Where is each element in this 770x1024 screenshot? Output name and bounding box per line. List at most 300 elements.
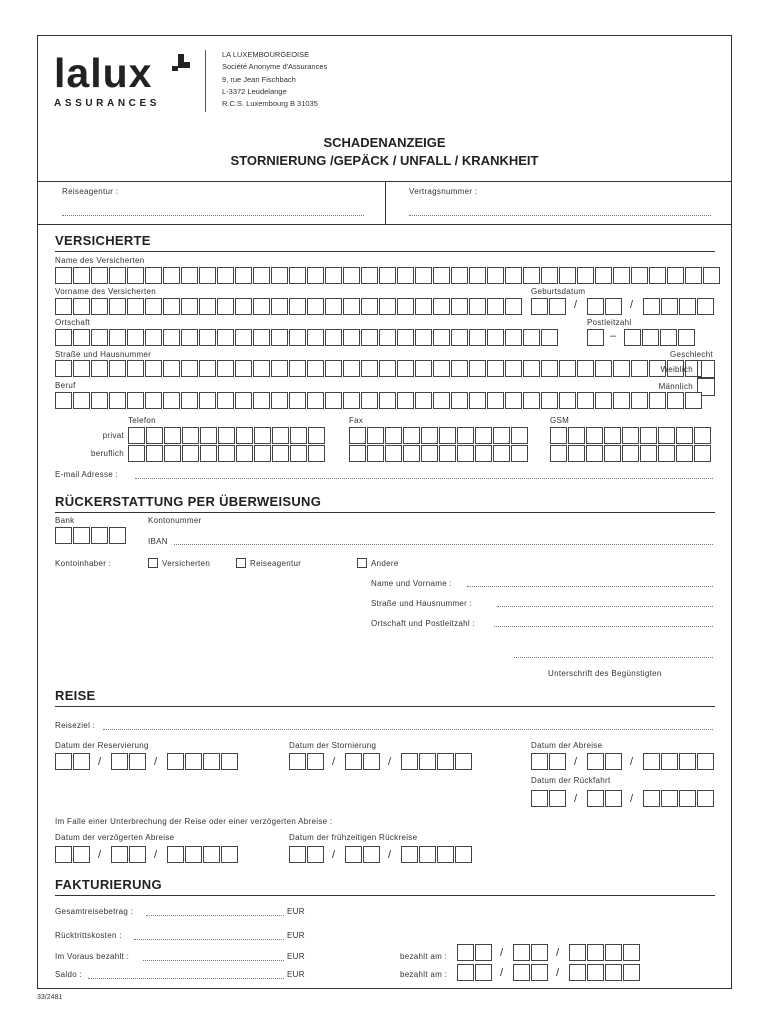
holder-agency-checkbox[interactable] — [236, 558, 246, 568]
holder-other-checkbox[interactable] — [357, 558, 367, 568]
char-box[interactable] — [568, 427, 585, 444]
booking-day[interactable] — [55, 753, 91, 770]
char-box[interactable] — [595, 267, 612, 284]
char-box[interactable] — [595, 360, 612, 377]
char-box[interactable] — [73, 329, 90, 346]
char-box[interactable] — [379, 360, 396, 377]
char-box[interactable] — [679, 298, 696, 315]
char-box[interactable] — [511, 427, 528, 444]
char-box[interactable] — [605, 753, 622, 770]
char-box[interactable] — [451, 392, 468, 409]
char-box[interactable] — [271, 267, 288, 284]
return-month[interactable] — [587, 790, 623, 807]
char-box[interactable] — [367, 445, 384, 462]
cancel-year[interactable] — [401, 753, 473, 770]
char-box[interactable] — [667, 392, 684, 409]
char-box[interactable] — [469, 267, 486, 284]
char-box[interactable] — [361, 267, 378, 284]
char-box[interactable] — [145, 392, 162, 409]
char-box[interactable] — [587, 964, 604, 981]
char-box[interactable] — [182, 445, 199, 462]
char-box[interactable] — [325, 267, 342, 284]
char-box[interactable] — [163, 329, 180, 346]
char-box[interactable] — [587, 944, 604, 961]
char-box[interactable] — [145, 267, 162, 284]
char-box[interactable] — [200, 427, 217, 444]
char-box[interactable] — [541, 392, 558, 409]
char-box[interactable] — [415, 329, 432, 346]
char-box[interactable] — [307, 360, 324, 377]
total-field[interactable] — [146, 915, 284, 916]
char-box[interactable] — [697, 753, 714, 770]
char-box[interactable] — [455, 753, 472, 770]
char-box[interactable] — [415, 360, 432, 377]
char-box[interactable] — [199, 267, 216, 284]
char-box[interactable] — [307, 753, 324, 770]
char-box[interactable] — [587, 790, 604, 807]
char-box[interactable] — [531, 298, 548, 315]
char-box[interactable] — [235, 392, 252, 409]
char-box[interactable] — [493, 445, 510, 462]
char-box[interactable] — [421, 427, 438, 444]
char-box[interactable] — [415, 267, 432, 284]
char-box[interactable] — [469, 360, 486, 377]
char-box[interactable] — [531, 753, 548, 770]
char-box[interactable] — [185, 846, 202, 863]
char-box[interactable] — [658, 427, 675, 444]
char-box[interactable] — [643, 298, 660, 315]
char-box[interactable] — [127, 267, 144, 284]
char-box[interactable] — [199, 392, 216, 409]
char-box[interactable] — [577, 392, 594, 409]
char-box[interactable] — [469, 329, 486, 346]
char-box[interactable] — [127, 392, 144, 409]
booking-month[interactable] — [111, 753, 147, 770]
char-box[interactable] — [397, 329, 414, 346]
char-box[interactable] — [433, 360, 450, 377]
char-box[interactable] — [487, 267, 504, 284]
char-box[interactable] — [91, 360, 108, 377]
char-box[interactable] — [221, 753, 238, 770]
char-box[interactable] — [487, 360, 504, 377]
char-box[interactable] — [403, 427, 420, 444]
char-box[interactable] — [129, 846, 146, 863]
char-box[interactable] — [397, 360, 414, 377]
char-box[interactable] — [587, 298, 604, 315]
char-box[interactable] — [145, 360, 162, 377]
char-box[interactable] — [678, 329, 695, 346]
char-box[interactable] — [604, 445, 621, 462]
char-box[interactable] — [549, 790, 566, 807]
char-box[interactable] — [254, 445, 271, 462]
birth-day[interactable] — [531, 298, 567, 315]
char-box[interactable] — [549, 298, 566, 315]
booking-year[interactable] — [167, 753, 239, 770]
char-box[interactable] — [127, 298, 144, 315]
char-box[interactable] — [437, 846, 454, 863]
char-box[interactable] — [181, 329, 198, 346]
char-box[interactable] — [679, 790, 696, 807]
char-box[interactable] — [289, 846, 306, 863]
balance-month[interactable] — [513, 964, 549, 981]
char-box[interactable] — [253, 392, 270, 409]
char-box[interactable] — [343, 392, 360, 409]
char-box[interactable] — [73, 527, 90, 544]
char-box[interactable] — [55, 392, 72, 409]
char-box[interactable] — [235, 298, 252, 315]
char-box[interactable] — [505, 360, 522, 377]
prepaid-year[interactable] — [569, 944, 641, 961]
char-box[interactable] — [55, 753, 72, 770]
char-box[interactable] — [203, 846, 220, 863]
char-box[interactable] — [199, 298, 216, 315]
departure-day[interactable] — [531, 753, 567, 770]
char-box[interactable] — [401, 753, 418, 770]
char-box[interactable] — [289, 329, 306, 346]
char-box[interactable] — [469, 298, 486, 315]
char-box[interactable] — [451, 267, 468, 284]
char-box[interactable] — [109, 298, 126, 315]
char-box[interactable] — [163, 267, 180, 284]
char-box[interactable] — [363, 753, 380, 770]
char-box[interactable] — [218, 445, 235, 462]
prepaid-month[interactable] — [513, 944, 549, 961]
char-box[interactable] — [697, 790, 714, 807]
female-checkbox[interactable] — [697, 360, 715, 378]
char-box[interactable] — [253, 298, 270, 315]
char-box[interactable] — [217, 267, 234, 284]
char-box[interactable] — [457, 427, 474, 444]
char-box[interactable] — [505, 267, 522, 284]
char-box[interactable] — [146, 427, 163, 444]
char-box[interactable] — [349, 445, 366, 462]
char-box[interactable] — [91, 527, 108, 544]
fax-private-field[interactable] — [349, 427, 529, 444]
char-box[interactable] — [235, 329, 252, 346]
char-box[interactable] — [73, 392, 90, 409]
delayed-day[interactable] — [55, 846, 91, 863]
char-box[interactable] — [457, 445, 474, 462]
char-box[interactable] — [109, 392, 126, 409]
char-box[interactable] — [167, 753, 184, 770]
char-box[interactable] — [685, 392, 702, 409]
char-box[interactable] — [559, 360, 576, 377]
char-box[interactable] — [217, 329, 234, 346]
char-box[interactable] — [289, 392, 306, 409]
char-box[interactable] — [236, 445, 253, 462]
city-field[interactable] — [55, 329, 559, 346]
char-box[interactable] — [649, 392, 666, 409]
email-field[interactable] — [135, 478, 713, 479]
char-box[interactable] — [505, 329, 522, 346]
char-box[interactable] — [254, 427, 271, 444]
char-box[interactable] — [661, 298, 678, 315]
char-box[interactable] — [457, 964, 474, 981]
char-box[interactable] — [577, 360, 594, 377]
char-box[interactable] — [91, 392, 108, 409]
char-box[interactable] — [697, 298, 714, 315]
early-return-month[interactable] — [345, 846, 381, 863]
birth-year[interactable] — [643, 298, 715, 315]
char-box[interactable] — [658, 445, 675, 462]
char-box[interactable] — [421, 445, 438, 462]
char-box[interactable] — [91, 329, 108, 346]
char-box[interactable] — [55, 527, 72, 544]
char-box[interactable] — [289, 753, 306, 770]
char-box[interactable] — [91, 298, 108, 315]
char-box[interactable] — [403, 445, 420, 462]
char-box[interactable] — [272, 445, 289, 462]
char-box[interactable] — [549, 753, 566, 770]
char-box[interactable] — [199, 360, 216, 377]
char-box[interactable] — [308, 445, 325, 462]
char-box[interactable] — [475, 964, 492, 981]
char-box[interactable] — [236, 427, 253, 444]
return-day[interactable] — [531, 790, 567, 807]
char-box[interactable] — [433, 392, 450, 409]
char-box[interactable] — [217, 298, 234, 315]
balance-year[interactable] — [569, 964, 641, 981]
char-box[interactable] — [568, 445, 585, 462]
char-box[interactable] — [307, 392, 324, 409]
char-box[interactable] — [559, 267, 576, 284]
char-box[interactable] — [55, 329, 72, 346]
contract-number-field[interactable] — [409, 215, 711, 216]
char-box[interactable] — [325, 298, 342, 315]
char-box[interactable] — [415, 298, 432, 315]
char-box[interactable] — [109, 527, 126, 544]
char-box[interactable] — [55, 846, 72, 863]
char-box[interactable] — [379, 329, 396, 346]
char-box[interactable] — [367, 427, 384, 444]
char-box[interactable] — [523, 329, 540, 346]
early-return-day[interactable] — [289, 846, 325, 863]
char-box[interactable] — [613, 360, 630, 377]
char-box[interactable] — [531, 944, 548, 961]
char-box[interactable] — [586, 445, 603, 462]
char-box[interactable] — [145, 329, 162, 346]
char-box[interactable] — [643, 753, 660, 770]
char-box[interactable] — [345, 753, 362, 770]
char-box[interactable] — [290, 445, 307, 462]
char-box[interactable] — [109, 360, 126, 377]
char-box[interactable] — [419, 846, 436, 863]
job-field[interactable] — [55, 392, 703, 409]
street-field[interactable] — [55, 360, 703, 377]
char-box[interactable] — [343, 329, 360, 346]
char-box[interactable] — [679, 753, 696, 770]
char-box[interactable] — [289, 267, 306, 284]
char-box[interactable] — [397, 267, 414, 284]
delayed-month[interactable] — [111, 846, 147, 863]
char-box[interactable] — [363, 846, 380, 863]
char-box[interactable] — [523, 267, 540, 284]
departure-month[interactable] — [587, 753, 623, 770]
char-box[interactable] — [325, 392, 342, 409]
char-box[interactable] — [217, 392, 234, 409]
char-box[interactable] — [55, 360, 72, 377]
birth-month[interactable] — [587, 298, 623, 315]
char-box[interactable] — [181, 360, 198, 377]
char-box[interactable] — [487, 392, 504, 409]
char-box[interactable] — [379, 267, 396, 284]
gsm-work-field[interactable] — [550, 445, 712, 462]
return-year[interactable] — [643, 790, 715, 807]
char-box[interactable] — [345, 846, 362, 863]
char-box[interactable] — [401, 846, 418, 863]
char-box[interactable] — [475, 944, 492, 961]
char-box[interactable] — [487, 329, 504, 346]
char-box[interactable] — [217, 360, 234, 377]
char-box[interactable] — [289, 298, 306, 315]
char-box[interactable] — [623, 944, 640, 961]
char-box[interactable] — [455, 846, 472, 863]
char-box[interactable] — [559, 392, 576, 409]
char-box[interactable] — [164, 445, 181, 462]
char-box[interactable] — [361, 360, 378, 377]
char-box[interactable] — [694, 445, 711, 462]
char-box[interactable] — [569, 944, 586, 961]
char-box[interactable] — [55, 298, 72, 315]
char-box[interactable] — [676, 445, 693, 462]
char-box[interactable] — [361, 392, 378, 409]
char-box[interactable] — [253, 267, 270, 284]
char-box[interactable] — [505, 392, 522, 409]
char-box[interactable] — [642, 329, 659, 346]
char-box[interactable] — [253, 329, 270, 346]
char-box[interactable] — [433, 298, 450, 315]
char-box[interactable] — [457, 944, 474, 961]
prepaid-field[interactable] — [143, 960, 284, 961]
char-box[interactable] — [307, 298, 324, 315]
char-box[interactable] — [385, 427, 402, 444]
char-box[interactable] — [203, 753, 220, 770]
char-box[interactable] — [379, 392, 396, 409]
delayed-year[interactable] — [167, 846, 239, 863]
char-box[interactable] — [643, 790, 660, 807]
char-box[interactable] — [550, 427, 567, 444]
char-box[interactable] — [439, 445, 456, 462]
gsm-private-field[interactable] — [550, 427, 712, 444]
char-box[interactable] — [661, 790, 678, 807]
char-box[interactable] — [613, 392, 630, 409]
char-box[interactable] — [587, 753, 604, 770]
char-box[interactable] — [221, 846, 238, 863]
char-box[interactable] — [129, 753, 146, 770]
char-box[interactable] — [343, 267, 360, 284]
holder-city-field[interactable] — [494, 626, 713, 627]
char-box[interactable] — [289, 360, 306, 377]
char-box[interactable] — [271, 298, 288, 315]
early-return-year[interactable] — [401, 846, 473, 863]
cancel-month[interactable] — [345, 753, 381, 770]
phone-private-field[interactable] — [128, 427, 326, 444]
char-box[interactable] — [397, 298, 414, 315]
agency-field[interactable] — [62, 215, 364, 216]
char-box[interactable] — [361, 298, 378, 315]
char-box[interactable] — [487, 298, 504, 315]
char-box[interactable] — [235, 360, 252, 377]
char-box[interactable] — [349, 427, 366, 444]
char-box[interactable] — [109, 267, 126, 284]
char-box[interactable] — [623, 964, 640, 981]
char-box[interactable] — [569, 964, 586, 981]
char-box[interactable] — [541, 329, 558, 346]
char-box[interactable] — [550, 445, 567, 462]
char-box[interactable] — [109, 329, 126, 346]
char-box[interactable] — [163, 298, 180, 315]
char-box[interactable] — [325, 360, 342, 377]
prepaid-day[interactable] — [457, 944, 493, 961]
char-box[interactable] — [218, 427, 235, 444]
char-box[interactable] — [685, 267, 702, 284]
char-box[interactable] — [200, 445, 217, 462]
char-box[interactable] — [127, 360, 144, 377]
char-box[interactable] — [622, 427, 639, 444]
char-box[interactable] — [419, 753, 436, 770]
char-box[interactable] — [451, 298, 468, 315]
char-box[interactable] — [605, 790, 622, 807]
char-box[interactable] — [661, 753, 678, 770]
char-box[interactable] — [181, 267, 198, 284]
char-box[interactable] — [235, 267, 252, 284]
char-box[interactable] — [181, 392, 198, 409]
char-box[interactable] — [493, 427, 510, 444]
char-box[interactable] — [469, 392, 486, 409]
char-box[interactable] — [541, 360, 558, 377]
char-box[interactable] — [379, 298, 396, 315]
char-box[interactable] — [640, 445, 657, 462]
firstname-field[interactable] — [55, 298, 523, 315]
holder-name-field[interactable] — [467, 586, 713, 587]
char-box[interactable] — [439, 427, 456, 444]
char-box[interactable] — [631, 267, 648, 284]
char-box[interactable] — [73, 267, 90, 284]
char-box[interactable] — [541, 267, 558, 284]
iban-field[interactable] — [174, 544, 713, 545]
char-box[interactable] — [523, 392, 540, 409]
char-box[interactable] — [433, 267, 450, 284]
balance-field[interactable] — [88, 978, 284, 979]
char-box[interactable] — [613, 267, 630, 284]
char-box[interactable] — [146, 445, 163, 462]
char-box[interactable] — [531, 790, 548, 807]
phone-work-field[interactable] — [128, 445, 326, 462]
char-box[interactable] — [271, 329, 288, 346]
char-box[interactable] — [631, 392, 648, 409]
cancel-day[interactable] — [289, 753, 325, 770]
char-box[interactable] — [325, 329, 342, 346]
char-box[interactable] — [703, 267, 720, 284]
departure-year[interactable] — [643, 753, 715, 770]
char-box[interactable] — [433, 329, 450, 346]
char-box[interactable] — [397, 392, 414, 409]
char-box[interactable] — [660, 329, 677, 346]
char-box[interactable] — [272, 427, 289, 444]
char-box[interactable] — [343, 298, 360, 315]
char-box[interactable] — [167, 846, 184, 863]
char-box[interactable] — [415, 392, 432, 409]
char-box[interactable] — [55, 267, 72, 284]
balance-day[interactable] — [457, 964, 493, 981]
char-box[interactable] — [182, 427, 199, 444]
name-field[interactable] — [55, 267, 721, 284]
char-box[interactable] — [622, 445, 639, 462]
char-box[interactable] — [128, 445, 145, 462]
char-box[interactable] — [523, 360, 540, 377]
char-box[interactable] — [307, 846, 324, 863]
char-box[interactable] — [361, 329, 378, 346]
